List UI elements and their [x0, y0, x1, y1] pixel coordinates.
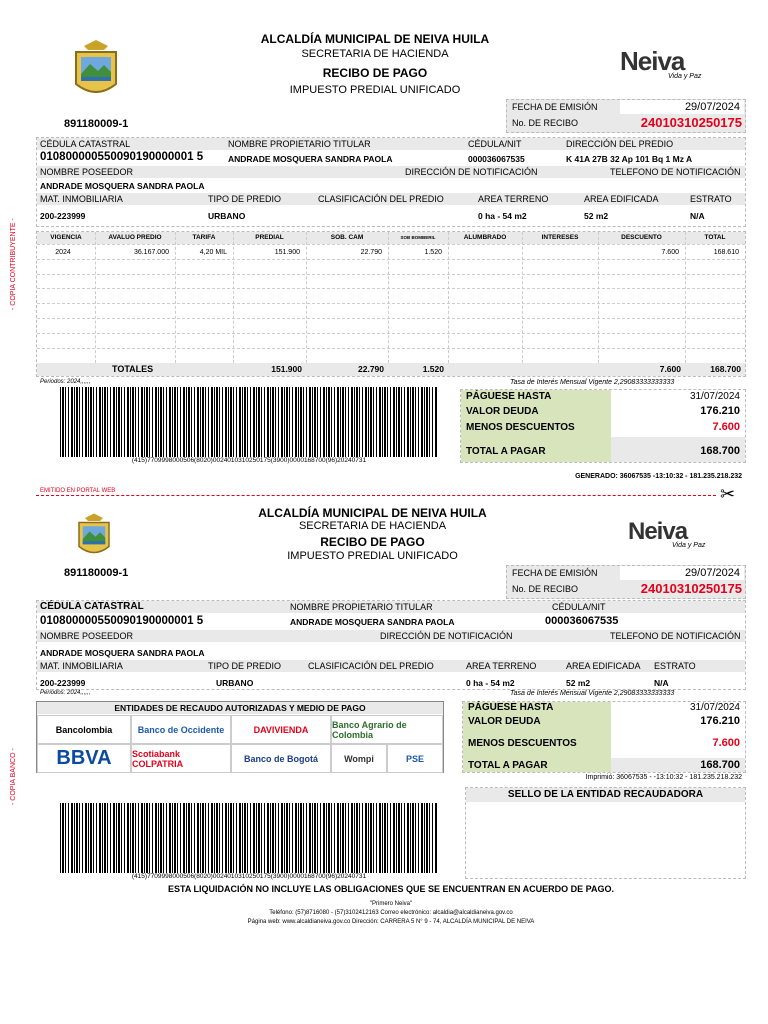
tipo-label-bottom: TIPO DE PREDIO	[208, 661, 282, 671]
matricula-label: MAT. INMOBILIARIA	[40, 194, 123, 204]
estrato-label: ESTRATO	[690, 194, 732, 204]
table-cell: 151.900	[274, 249, 300, 256]
table-header-cell: VIGENCIA	[50, 234, 82, 241]
table-row-line	[37, 348, 745, 349]
propietario-value: ANDRADE MOSQUERA SANDRA PAOLA	[228, 154, 393, 164]
cut-line	[36, 495, 716, 496]
terreno-value-bottom: 0 ha - 54 m2	[466, 678, 515, 688]
periodos-top: Periodos: 2024,,,,,,	[40, 379, 91, 385]
tipo-label: TIPO DE PREDIO	[208, 194, 282, 204]
deuda-label-bottom: VALOR DEUDA	[468, 716, 541, 727]
barcode-text-bottom: (415)7709998000506(8020)0024010310250175(3900)0000168700(96)20240731	[131, 873, 367, 880]
bank-logo: Banco Agrario de Colombia	[331, 715, 443, 744]
barcode-bottom	[60, 803, 438, 873]
footer-note: ESTA LIQUIDACIÓN NO INCLUYE LAS OBLIGACIONES QUE SE ENCUENTRAN EN ACUERDO DE PAGO.	[167, 884, 615, 894]
total-label-bottom: TOTAL A PAGAR	[468, 760, 548, 771]
cedula-label: CÉDULA/NIT	[468, 139, 522, 149]
tipo-value: URBANO	[208, 211, 246, 221]
table-header-cell: ALUMBRADO	[463, 234, 507, 241]
estrato-label-bottom: ESTRATO	[654, 661, 696, 671]
periodos-bottom: Periodos: 2024,,,,,,	[40, 690, 91, 696]
deuda-value-top: 176.210	[700, 405, 740, 417]
table-header-cell: SOB BOMBERIL	[400, 235, 436, 240]
hasta-value-bottom: 31/07/2024	[689, 702, 740, 713]
hasta-label-bottom: PÁGUESE HASTA	[468, 702, 554, 713]
terreno-value: 0 ha - 54 m2	[478, 211, 527, 221]
cedula-cat-value: 010800000550090190000001 5	[40, 151, 204, 163]
poseedor-value: ANDRADE MOSQUERA SANDRA PAOLA	[40, 181, 205, 191]
dept-title-bottom: SECRETARIA DE HACIENDA	[298, 520, 447, 532]
portal-label: EMITIDO EN PORTAL WEB	[40, 488, 116, 494]
table-row-line	[37, 318, 745, 319]
table-cell: 7.600	[661, 249, 679, 256]
recibo-label: No. DE RECIBO	[512, 118, 579, 128]
footer-web: Página web: www.alcaldianeiva.gov.co Dirección: CARRERA 5 N° 9 - 74, ALCALDÍA MUNICIPAL DE NEIVA	[247, 919, 535, 925]
barcode-top	[60, 387, 438, 457]
edificada-value-bottom: 52 m2	[566, 678, 591, 688]
entity-title-bottom: ALCALDÍA MUNICIPAL DE NEIVA HUILA	[258, 506, 487, 520]
edificada-label-bottom: AREA EDIFICADA	[566, 661, 641, 671]
matricula-value-bottom: 200-223999	[40, 678, 86, 688]
bank-logo: Wompi	[331, 744, 387, 773]
banks-title: ENTIDADES DE RECAUDO AUTORIZADAS Y MEDIO DE PAGO	[37, 702, 443, 714]
table-row-line	[37, 274, 745, 275]
info-grid-bottom	[36, 600, 746, 690]
table-header-cell: AVALUO PREDIO	[108, 234, 162, 241]
recibo-value-bottom: 24010310250175	[640, 581, 742, 596]
footer-contact: Teléfono: (57)8716080 - (57)3102412163 Correo electrónico: alcaldia@alcaldianeiva.gov.co	[269, 910, 513, 916]
bank-logo: DAVIVIENDA	[231, 715, 331, 744]
bank-logo: Scotiabank COLPATRIA	[131, 744, 231, 773]
table-header-cell: PREDIAL	[255, 234, 284, 241]
table-col-line	[306, 232, 307, 363]
recibo-label-bottom: No. DE RECIBO	[512, 584, 579, 594]
total-value-top: 168.700	[700, 445, 740, 457]
deuda-label-top: VALOR DEUDA	[466, 406, 539, 417]
propietario-value-bottom: ANDRADE MOSQUERA SANDRA PAOLA	[290, 617, 455, 627]
emision-value-bottom: 29/07/2024	[684, 567, 740, 579]
table-header-cell: DESCUENTO	[621, 234, 662, 241]
neiva-logo-word: Neiva	[620, 46, 685, 76]
poseedor-label: NOMBRE POSEEDOR	[40, 167, 134, 177]
table-col-line	[598, 232, 599, 363]
emision-value: 29/07/2024	[684, 101, 740, 113]
emision-label-bottom: FECHA DE EMISIÓN	[512, 568, 598, 578]
edificada-label: AREA EDIFICADA	[584, 194, 659, 204]
tipo-value-bottom: URBANO	[216, 678, 254, 688]
totals-label: TOTALES	[112, 364, 154, 374]
table-header-cell: INTERESES	[541, 234, 579, 241]
notif-label: DIRECCIÓN DE NOTIFICACIÓN	[405, 167, 538, 177]
scissors-icon: ✂	[720, 484, 736, 504]
matricula-label-bottom: MAT. INMOBILIARIA	[40, 661, 123, 671]
desc-label-top: MENOS DESCUENTOS	[466, 422, 575, 433]
table-total-cell: 1.520	[422, 364, 444, 374]
table-col-line	[685, 232, 686, 363]
table-col-line	[175, 232, 176, 363]
dept-title: SECRETARIA DE HACIENDA	[301, 48, 449, 60]
direccion-label: DIRECCIÓN DEL PREDIO	[566, 139, 674, 149]
propietario-label: NOMBRE PROPIETARIO TITULAR	[228, 139, 371, 149]
copia-banco-label: - COPIA BANCO -	[10, 748, 17, 805]
desc-value-bottom: 7.600	[712, 737, 740, 749]
generado-text: GENERADO: 36067535 -13:10:32 - 181.235.218.232	[575, 473, 742, 480]
total-label-top: TOTAL A PAGAR	[466, 446, 546, 457]
matricula-value: 200-223999	[40, 211, 86, 221]
crest-icon-bottom	[76, 512, 112, 560]
tax-title: IMPUESTO PREDIAL UNIFICADO	[289, 84, 461, 96]
hasta-value-top: 31/07/2024	[689, 391, 740, 402]
hasta-label-top: PÁGUESE HASTA	[466, 391, 552, 402]
footer-motto: "Primero Neiva"	[369, 901, 413, 907]
tax-title-bottom: IMPUESTO PREDIAL UNIFICADO	[287, 550, 458, 562]
desc-value-top: 7.600	[712, 421, 740, 433]
table-row-line	[37, 333, 745, 334]
cedula-value-bottom: 000036067535	[545, 615, 619, 627]
poseedor-value-bottom: ANDRADE MOSQUERA SANDRA PAOLA	[40, 648, 205, 658]
cedula-cat-value-bottom: 010800000550090190000001 5	[40, 615, 204, 627]
cedula-cat-label: CÉDULA CATASTRAL	[40, 139, 131, 149]
table-col-line	[522, 232, 523, 363]
table-total-cell: 22.790	[358, 364, 384, 374]
table-cell: 1.520	[424, 249, 442, 256]
bank-logo: Banco de Bogotá	[231, 744, 331, 773]
table-cell: 4,20 MIL	[199, 249, 227, 256]
table-row-line	[37, 303, 745, 304]
table-header-cell: TOTAL	[704, 234, 726, 241]
table-col-line	[95, 232, 96, 363]
cedula-cat-label-bottom: CÉDULA CATASTRAL	[40, 601, 144, 612]
tel-label-bottom: TELEFONO DE NOTIFICACIÓN	[610, 631, 741, 641]
neiva-logo	[620, 46, 730, 90]
table-header-cell: SOB. CAM	[330, 234, 364, 241]
bank-logo: Banco de Occidente	[131, 715, 231, 744]
barcode-text-top: (415)7709998000506(8020)0024010310250175(3900)0000168700(96)20240731	[131, 457, 367, 464]
nit-label-bottom: 891180009-1	[64, 567, 129, 579]
table-cell: 2024	[55, 249, 71, 256]
table-cell: 36.167.000	[133, 249, 169, 256]
estrato-value-bottom: N/A	[654, 678, 669, 688]
bank-logo: BBVA	[37, 744, 131, 773]
terreno-label-bottom: AREA TERRENO	[466, 661, 537, 671]
table-total-cell: 168.700	[710, 364, 741, 374]
tasa-bottom: Tasa de Interés Mensual Vigente 2,29083333333333	[510, 690, 675, 697]
table-col-line	[233, 232, 234, 363]
table-cell: 168.610	[713, 249, 739, 256]
table-col-line	[448, 232, 449, 363]
propietario-label-bottom: NOMBRE PROPIETARIO TITULAR	[290, 602, 433, 612]
emision-label: FECHA DE EMISIÓN	[512, 102, 598, 112]
table-col-line	[388, 232, 389, 363]
neiva-logo-slogan: Vida y Paz	[668, 73, 702, 80]
deuda-value-bottom: 176.210	[700, 715, 740, 727]
sello-title: SELLO DE LA ENTIDAD RECAUDADORA	[466, 788, 745, 802]
edificada-value: 52 m2	[584, 211, 609, 221]
table-total-cell: 7.600	[659, 364, 681, 374]
table-row-line	[37, 244, 745, 245]
doc-title-bottom: RECIBO DE PAGO	[320, 535, 425, 549]
neiva-logo-bottom	[628, 518, 728, 558]
crest-icon	[72, 38, 120, 102]
notif-label-bottom: DIRECCIÓN DE NOTIFICACIÓN	[380, 631, 513, 641]
clasif-label-bottom: CLASIFICACIÓN DEL PREDIO	[308, 661, 434, 671]
neiva-logo-slogan-bottom: Vida y Paz	[672, 542, 706, 549]
bank-logo: Bancolombia	[37, 715, 131, 744]
tel-label: TELEFONO DE NOTIFICACIÓN	[610, 167, 741, 177]
doc-title: RECIBO DE PAGO	[322, 66, 428, 80]
table-row-line	[37, 288, 745, 289]
cedula-value: 000036067535	[468, 154, 525, 164]
estrato-value: N/A	[690, 211, 705, 221]
table-cell: 22.790	[360, 249, 382, 256]
table-header-cell: TARIFA	[192, 234, 216, 241]
direccion-value: K 41A 27B 32 Ap 101 Bq 1 Mz A	[566, 154, 693, 164]
entity-title: ALCALDÍA MUNICIPAL DE NEIVA HUILA	[260, 32, 490, 46]
terreno-label: AREA TERRENO	[478, 194, 549, 204]
tasa-top: Tasa de Interés Mensual Vigente 2,29083333333333	[510, 379, 675, 386]
impreso-text: Imprimió: 36067535 - -13:10:32 - 181.235.218.232	[585, 774, 742, 781]
total-value-bottom: 168.700	[700, 759, 740, 771]
table-total-cell: 151.900	[271, 364, 302, 374]
copia-contribuyente-label: - COPIA CONTRIBUYENTE -	[10, 218, 17, 310]
pse-logo: PSE	[387, 744, 443, 773]
poseedor-label-bottom: NOMBRE POSEEDOR	[40, 631, 134, 641]
desc-label-bottom: MENOS DESCUENTOS	[468, 738, 577, 749]
table-row-line	[37, 259, 745, 260]
neiva-logo-word-bottom: Neiva	[628, 518, 688, 545]
cedula-label-bottom: CÉDULA/NIT	[552, 602, 606, 612]
recibo-value: 24010310250175	[640, 115, 742, 130]
clasif-label: CLASIFICACIÓN DEL PREDIO	[318, 194, 444, 204]
nit-label: 891180009-1	[64, 118, 129, 130]
